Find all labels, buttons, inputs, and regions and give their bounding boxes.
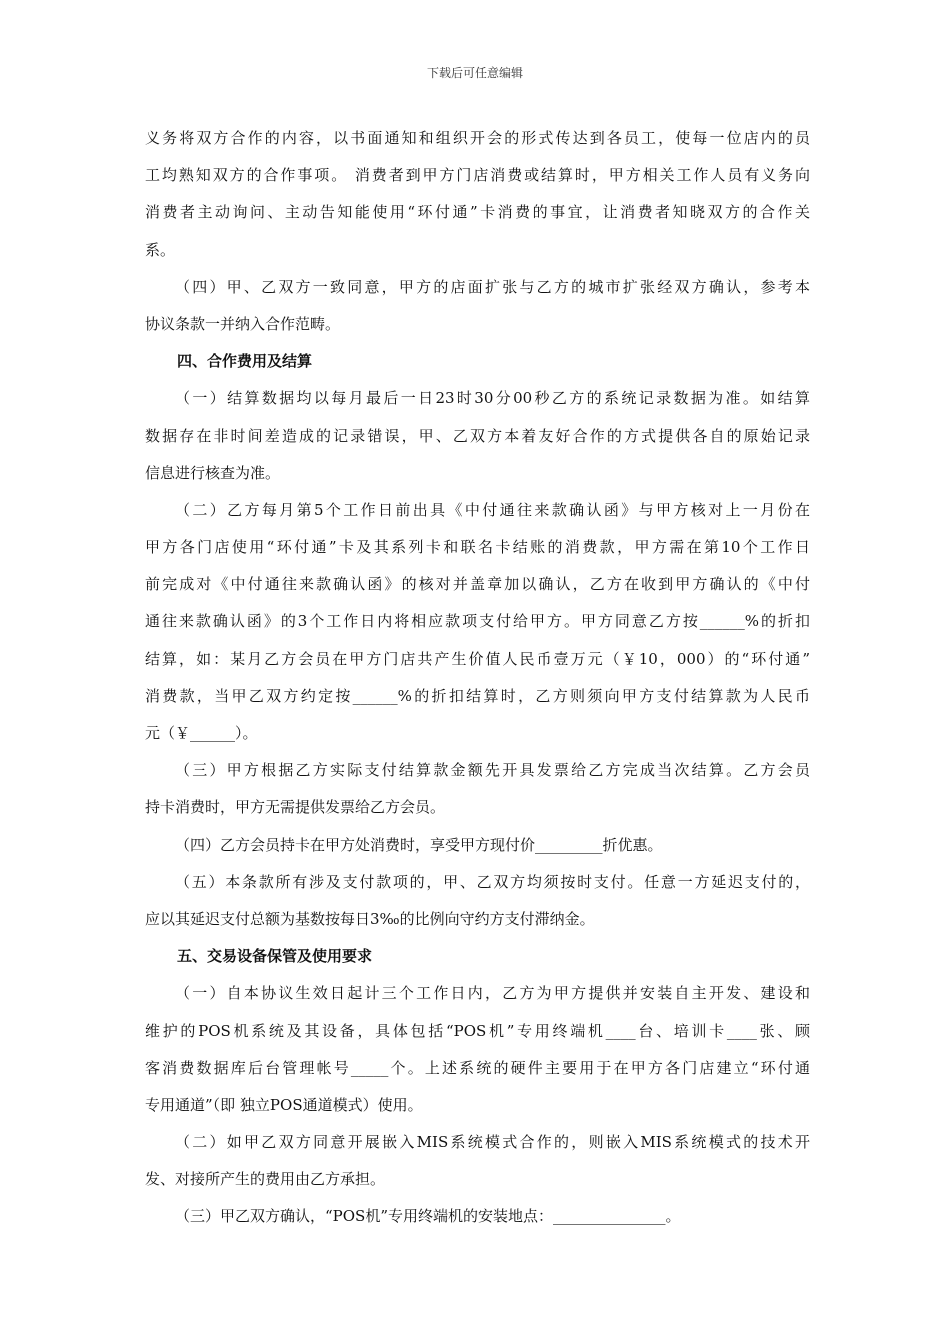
paragraph-line: 发、对接所产生的费用由乙方承担。 (145, 1170, 386, 1189)
paragraph-line: （三）甲方根据乙方实际支付结算款金额先开具发票给乙方完成当次结算。乙方会员 (175, 761, 810, 780)
document-body (145, 120, 810, 1236)
paragraph-line: 系。 (145, 240, 176, 259)
paragraph-line: 工均熟知双方的合作事项。 消费者到甲方门店消费或结算时，甲方相关工作人员有义务向 (145, 166, 810, 185)
paragraph-line: 应以其延迟支付总额为基数按每日3‰的比例向守约方支付滞纳金。 (145, 909, 595, 928)
paragraph-line: （一）结算数据均以每月最后一日23时30分00秒乙方的系统记录数据为准。如结算 (175, 389, 810, 408)
paragraph-line: 甲方各门店使用“环付通”卡及其系列卡和联名卡结账的消费款，甲方需在第10个工作日 (145, 538, 810, 557)
section-heading: 四、合作费用及结算 (177, 352, 313, 371)
paragraph-line: 数据存在非时间差造成的记录错误，甲、乙双方本着友好合作的方式提供各自的原始记录 (145, 426, 810, 445)
section-heading: 五、交易设备保管及使用要求 (177, 947, 373, 966)
paragraph-line: 义务将双方合作的内容，以书面通知和组织开会的形式传达到各员工，使每一位店内的员 (145, 129, 810, 147)
paragraph-line: （二）如甲乙双方同意开展嵌入MIS系统模式合作的，则嵌入MIS系统模式的技术开 (175, 1133, 810, 1152)
paragraph-line: （四）乙方会员持卡在甲方处消费时，享受甲方现付价_________折优惠。 (175, 835, 663, 854)
paragraph-line: （二）乙方每月第5个工作日前出具《中付通往来款确认函》与甲方核对上一月份在 (175, 500, 810, 519)
paragraph-line: 消费者主动询问、主动告知能使用“环付通”卡消费的事宜，让消费者知晓双方的合作关 (145, 203, 810, 222)
paragraph-line: 元（￥______）。 (145, 724, 258, 742)
paragraph-line: （四）甲、乙双方一致同意，甲方的店面扩张与乙方的城市扩张经双方确认，参考本 (175, 277, 810, 296)
paragraph-line: （五）本条款所有涉及支付款项的，甲、乙双方均须按时支付。任意一方延迟支付的， (175, 872, 810, 891)
paragraph-line: 协议条款一并纳入合作范畴。 (145, 314, 341, 333)
page-header: 下载后可任意编辑 (426, 66, 523, 80)
paragraph-line: 通往来款确认函》的3个工作日内将相应款项支付给甲方。甲方同意乙方按______%的折扣 (145, 612, 810, 631)
paragraph-line: 前完成对《中付通往来款确认函》的核对并盖章加以确认，乙方在收到甲方确认的《中付 (145, 575, 810, 594)
paragraph-line: （三）甲乙双方确认，“POS机”专用终端机的安装地点：_______________。 (175, 1207, 681, 1226)
paragraph-line: 专用通道”（即 独立POS通道模式）使用。 (145, 1095, 423, 1114)
paragraph-line: 信息进行核查为准。 (145, 463, 281, 482)
paragraph-line: 维护的POS机系统及其设备，具体包括“POS机”专用终端机____台、培训卡____张、顾 (145, 1021, 810, 1040)
paragraph-line: 客消费数据库后台管理帐号_____个。上述系统的硬件主要用于在甲方各门店建立“环付通 (145, 1058, 810, 1077)
paragraph-line: 结算，如：某月乙方会员在甲方门店共产生价值人民币壹万元（￥10，000）的“环付通” (145, 649, 810, 668)
paragraph-line: 消费款，当甲乙双方约定按______%的折扣结算时，乙方则须向甲方支付结算款为人民币 (145, 686, 810, 705)
paragraph-line: 持卡消费时，甲方无需提供发票给乙方会员。 (145, 798, 446, 817)
paragraph-line: （一）自本协议生效日起计三个工作日内，乙方为甲方提供并安装自主开发、建设和 (175, 984, 810, 1003)
